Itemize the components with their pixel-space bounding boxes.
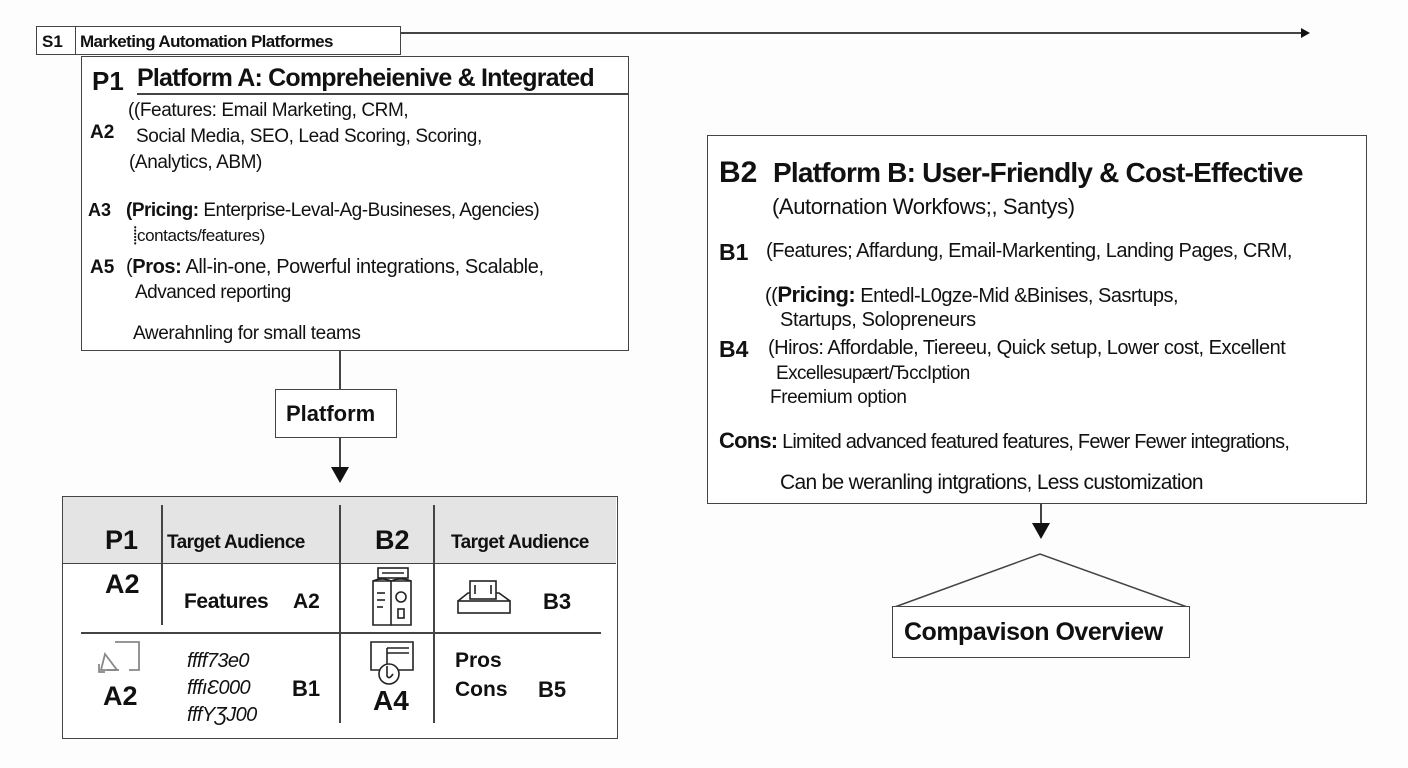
row2-cons-label: Cons xyxy=(455,678,508,701)
comparison-roof-shape xyxy=(890,552,1192,612)
header-a-id: P1 xyxy=(105,525,139,555)
connector-platform-to-table xyxy=(339,438,341,468)
diagram-title: Marketing Automation Platformes xyxy=(80,32,333,51)
features-line-3: (Analytics, ABM) xyxy=(129,152,262,173)
row-divider xyxy=(81,632,601,634)
platform-a-card xyxy=(81,56,629,351)
diagram-title-box xyxy=(75,26,401,55)
section-id: S1 xyxy=(42,32,63,51)
row2-right-id: A4 xyxy=(373,685,409,716)
platform-b-card xyxy=(707,135,1367,504)
code-1: ffff73e0 xyxy=(187,650,249,672)
arrow-down-icon xyxy=(1032,523,1050,539)
features-id: A2 xyxy=(90,122,115,143)
arrow-right-icon xyxy=(1301,28,1310,38)
pricing-id: A3 xyxy=(88,200,112,220)
platform-a-title-underline xyxy=(137,93,629,95)
platform-b-title: Platform B: User-Friendly & Cost-Effective xyxy=(773,157,1303,188)
platform-b-subtitle: (Autornation Workfows;, Santys) xyxy=(772,194,1075,219)
comparison-overview-label: Compavison Overview xyxy=(904,618,1163,646)
b-pricing-paren: (( xyxy=(765,285,778,307)
b-cons-line-2: Can be weranling intgrations, Less customization xyxy=(780,471,1203,494)
row1-features-label: Features xyxy=(184,590,269,613)
platform-node xyxy=(275,389,397,438)
platform-a-title: Platform A: Compreheienive & Integrated xyxy=(137,64,594,92)
pros-id: A5 xyxy=(90,257,115,278)
pricing-text: Enterprise-Leval-Ag-Busineses, Agencies) xyxy=(198,200,540,221)
pros-line-3: Awerahnling for small teams xyxy=(133,323,361,344)
pricing-line-1 xyxy=(126,201,539,220)
b-pros-line-2: Excellesupært/ЂccIption xyxy=(776,363,970,384)
b-pricing-line-2: Startups, Solopreneurs xyxy=(780,309,976,331)
row2-id: A2 xyxy=(103,681,138,711)
platform-a-id: P1 xyxy=(92,66,124,96)
b-pros-line-3: Freemium option xyxy=(770,387,907,408)
pros-line-2: Advanced reporting xyxy=(135,282,291,303)
presentation-icon xyxy=(369,640,417,686)
printer-icon xyxy=(455,579,513,615)
row1-features-tag: A2 xyxy=(293,590,320,613)
col-divider-2 xyxy=(339,505,341,723)
connector-a-to-platform xyxy=(339,351,341,391)
row2-right-tag: B5 xyxy=(538,677,567,702)
comparison-table xyxy=(62,496,618,739)
b-pros-id: B4 xyxy=(719,336,749,362)
connector-b-to-comparison xyxy=(1040,504,1042,524)
col-divider-3 xyxy=(433,505,435,723)
b-pricing-label: Pricing: xyxy=(777,282,856,307)
header-b-label: Target Audience xyxy=(451,532,589,553)
col-divider-1 xyxy=(161,505,163,625)
b-features-id: B1 xyxy=(719,239,749,265)
b-pricing-text: Entedl-L0gze-Mid &Binises, Sasrtups, xyxy=(855,285,1179,307)
code-2: fffıƐ000 xyxy=(187,677,251,699)
b-cons-line-1 xyxy=(719,430,1289,452)
section-id-box xyxy=(36,26,76,55)
platform-b-id: B2 xyxy=(719,156,758,189)
pricing-label: (Pricing: xyxy=(126,200,199,221)
b-features-text: (Features; Affardung, Email-Markenting, Landing Pages, CRM, xyxy=(766,240,1292,262)
header-connector-line xyxy=(400,32,1302,34)
b-cons-text: Limited advanced featured features, Fewer Fewer integrations, xyxy=(777,431,1290,453)
b-pros-text: (Hiros: Affordable, Tiereeu, Quick setup, Lower cost, Excellent xyxy=(768,337,1286,359)
comparison-overview-node xyxy=(892,606,1190,658)
code-3: fffYƷJ00 xyxy=(187,704,257,726)
document-device-icon xyxy=(371,567,417,627)
b-pricing-line-1 xyxy=(765,284,1178,306)
pros-paren: ( xyxy=(126,256,133,278)
row1-right-tag: B3 xyxy=(543,589,572,614)
features-line-2: Social Media, SEO, Lead Scoring, Scoring, xyxy=(136,126,482,147)
shapes-icon xyxy=(97,640,143,674)
pros-text: All-in-one, Powerful integrations, Scalable, xyxy=(181,256,544,278)
pros-label: Pros: xyxy=(132,256,182,278)
arrow-down-icon xyxy=(331,467,349,483)
row2-pros-label: Pros xyxy=(455,649,502,672)
row1-id: A2 xyxy=(105,569,140,599)
platform-node-label: Platform xyxy=(286,401,376,426)
row2-left-tag: B1 xyxy=(292,676,321,701)
pricing-line-2: ⸽contacts/features) xyxy=(133,226,265,245)
header-b-id: B2 xyxy=(375,525,410,555)
features-line-1: ((Features: Email Marketing, CRM, xyxy=(128,100,409,121)
b-cons-label: Cons: xyxy=(719,428,778,453)
pros-line-1 xyxy=(126,257,544,277)
header-a-label: Target Audience xyxy=(167,532,305,553)
